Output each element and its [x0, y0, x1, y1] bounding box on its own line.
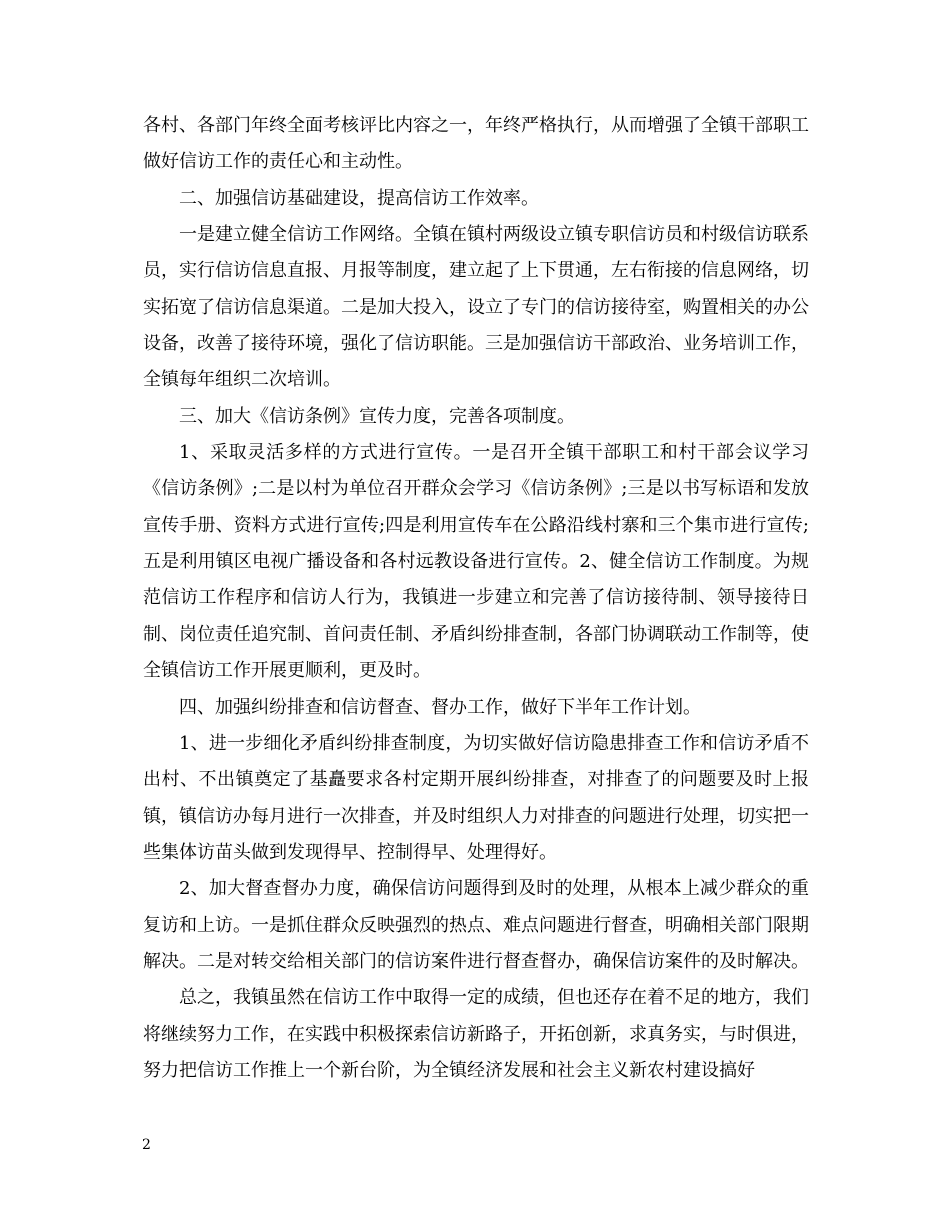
section-heading-3: 三、加大《信访条例》宣传力度，完善各项制度。: [179, 405, 575, 427]
section-heading-4: 四、加强纠纷排查和信访督查、督办工作，做好下半年工作计划。: [179, 696, 701, 718]
paragraph: 一是建立健全信访工作网络。全镇在镇村两级设立镇专职信访员和村级信访联系员，实行信访信息直报、月报等制度，建立起了上下贯通，左右衔接的信息网络，切实拓宽了信访信息渠道。二是加大投入，设立了专门的信访接待室，购置相关的办公设备，改善了接待环境，强化了信访职能。三是加强信访干部政治、业务培训工作，全镇每年组织二次培训。: [143, 224, 809, 391]
paragraph: 2、加大督查督办力度，确保信访问题得到及时的处理，从根本上减少群众的重复访和上访。一是抓住群众反映强烈的热点、难点问题进行督查，明确相关部门限期解决。二是对转交给相关部门的信访案件进行督查督办，确保信访案件的及时解决。: [143, 878, 809, 972]
page-number: 2: [142, 1137, 151, 1153]
paragraph: 1、采取灵活多样的方式进行宣传。一是召开全镇干部职工和村干部会议学习《信访条例》;二是以村为单位召开群众会学习《信访条例》;三是以书写标语和发放宣传手册、资料方式进行宣传;四是利用宣传车在公路沿线村寨和三个集市进行宣传;五是利用镇区电视广播设备和各村远教设备进行宣传。2、健全信访工作制度。为规范信访工作程序和信访人行为，我镇进一步建立和完善了信访接待制、领导接待日制、岗位责任追究制、首问责任制、矛盾纠纷排查制，各部门协调联动工作制等，使全镇信访工作开展更顺利，更及时。: [143, 442, 809, 682]
paragraph: 总之，我镇虽然在信访工作中取得一定的成绩，但也还存在着不足的地方，我们将继续努力工作，在实践中积极探索信访新路子，开拓创新，求真务实，与时俱进，努力把信访工作推上一个新台阶，为全镇经济发展和社会主义新农村建设搞好: [143, 987, 809, 1081]
document-body: [143, 108, 809, 1089]
paragraph: 1、进一步细化矛盾纠纷排查制度，为切实做好信访隐患排查工作和信访矛盾不出村、不出镇奠定了基矗要求各村定期开展纠纷排查，对排查了的问题要及时上报镇，镇信访办每月进行一次排查，并及时组织人力对排查的问题进行处理，切实把一些集体访苗头做到发现得早、控制得早、处理得好。: [143, 732, 809, 863]
section-heading-2: 二、加强信访基础建设，提高信访工作效率。: [179, 187, 539, 209]
paragraph-continuation: 各村、各部门年终全面考核评比内容之一，年终严格执行，从而增强了全镇干部职工做好信访工作的责任心和主动性。: [143, 115, 809, 173]
